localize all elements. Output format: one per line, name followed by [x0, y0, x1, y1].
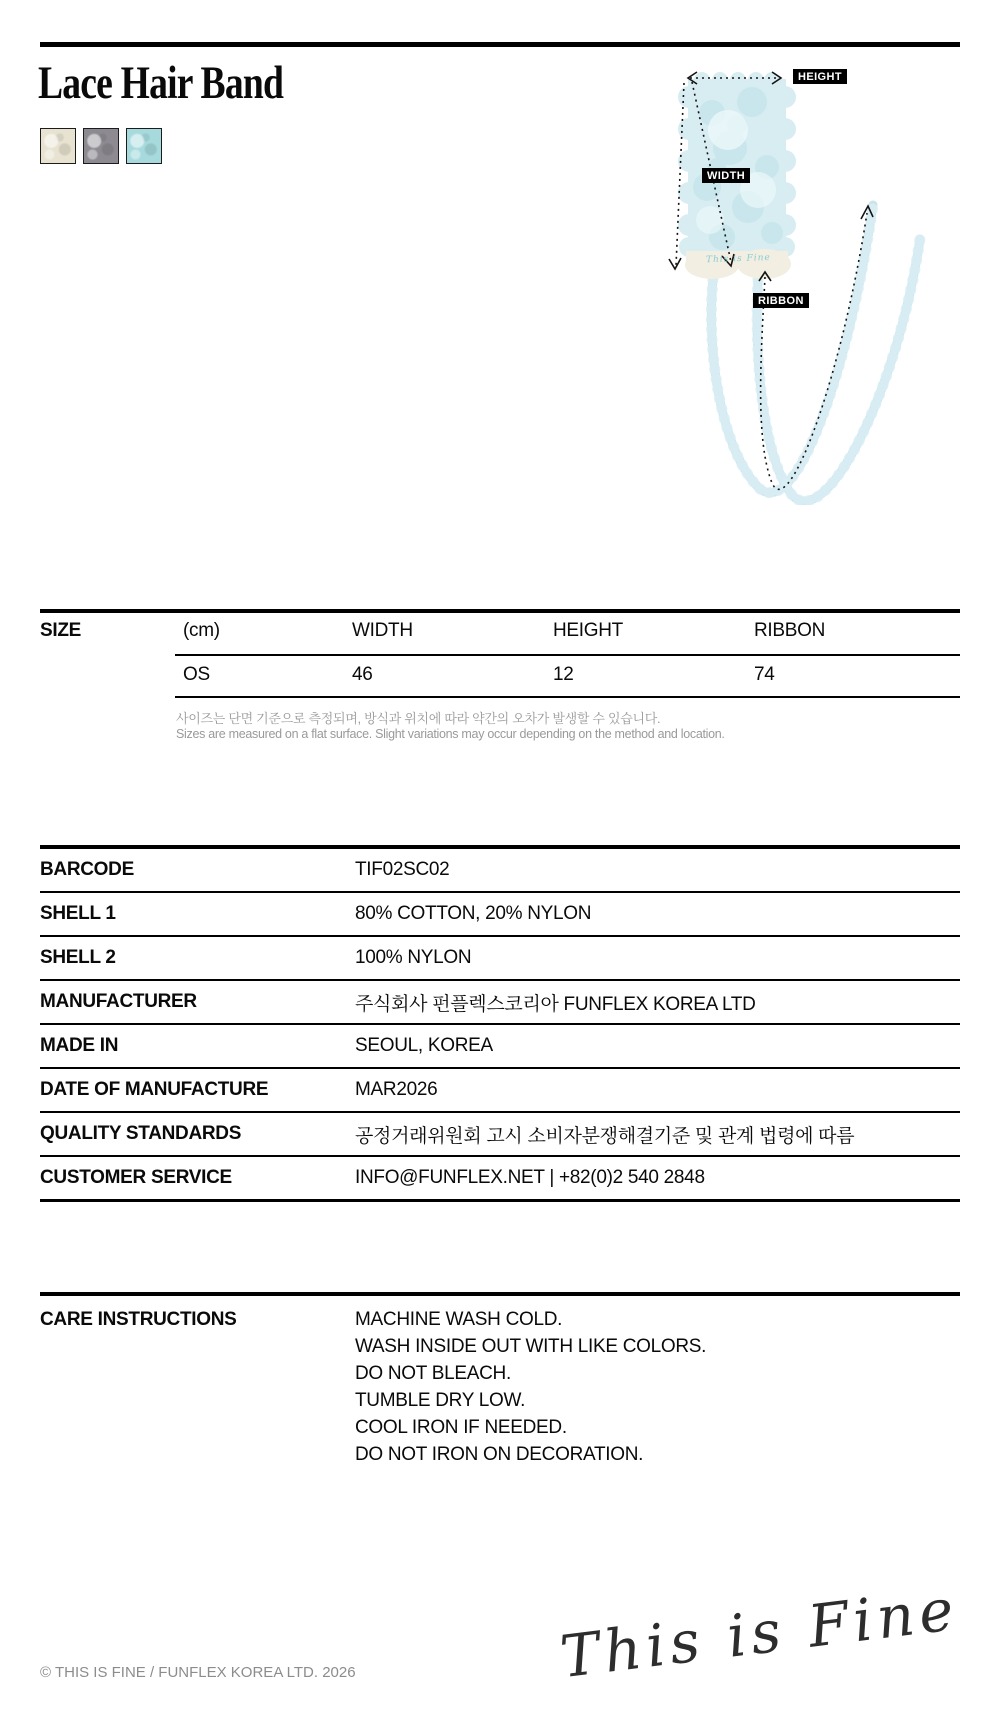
- band-logo-script: This is Fine: [705, 252, 771, 266]
- size-unit: (cm): [183, 620, 220, 641]
- spec-value: 80% COTTON, 20% NYLON: [355, 903, 592, 924]
- spec-label: BARCODE: [40, 859, 134, 880]
- swatch-gray[interactable]: [83, 128, 119, 164]
- table-row: [40, 1025, 960, 1069]
- spec-value: SEOUL, KOREA: [355, 1035, 493, 1056]
- spec-value: 100% NYLON: [355, 947, 472, 968]
- spec-label: DATE OF MANUFACTURE: [40, 1079, 269, 1100]
- size-note-english: Sizes are measured on a flat surface. Slight variations may occur depending on the method and location.: [176, 727, 725, 741]
- spec-value: MAR2026: [355, 1079, 438, 1100]
- spec-label: MANUFACTURER: [40, 991, 197, 1012]
- size-row-height: 12: [553, 664, 574, 685]
- color-swatch-row: [40, 128, 162, 164]
- care-line: DO NOT BLEACH.: [355, 1363, 511, 1384]
- size-col-width: WIDTH: [352, 620, 413, 641]
- copyright-text: © THIS IS FINE / FUNFLEX KOREA LTD. 2026: [40, 1664, 356, 1681]
- width-measure-label: WIDTH: [702, 168, 750, 183]
- spec-value: 공정거래위원회 고시 소비자분쟁해결기준 및 관계 법령에 따름: [355, 1125, 855, 1147]
- size-table-divider: [175, 654, 960, 656]
- page-title: Lace Hair Band: [38, 57, 284, 109]
- table-row: [40, 981, 960, 1025]
- hair-band-illustration: [560, 55, 980, 505]
- swatch-texture: [84, 129, 118, 163]
- care-instructions-label: CARE INSTRUCTIONS: [40, 1309, 237, 1330]
- ribbon-measure-label: RIBBON: [753, 293, 809, 308]
- size-table-bottom-rule: [175, 696, 960, 698]
- measurement-diagram: [560, 55, 980, 505]
- table-row: [40, 849, 960, 893]
- spec-label: SHELL 2: [40, 947, 116, 968]
- size-table-top-rule: [40, 609, 960, 613]
- spec-label: SHELL 1: [40, 903, 116, 924]
- care-line: WASH INSIDE OUT WITH LIKE COLORS.: [355, 1336, 707, 1357]
- care-instructions-section: [40, 1292, 960, 1468]
- size-col-height: HEIGHT: [553, 620, 623, 641]
- spec-value: TIF02SC02: [355, 859, 450, 880]
- table-row: [40, 1069, 960, 1113]
- care-instructions-list: [355, 1306, 960, 1468]
- spec-label: MADE IN: [40, 1035, 119, 1056]
- care-line: TUMBLE DRY LOW.: [355, 1390, 526, 1411]
- size-row-width: 46: [352, 664, 373, 685]
- table-row: [40, 1157, 960, 1202]
- spec-value: INFO@FUNFLEX.NET | +82(0)2 540 2848: [355, 1167, 705, 1188]
- table-row: [40, 893, 960, 937]
- brand-signature: This is Fine: [556, 1574, 963, 1692]
- size-row-name: OS: [183, 664, 210, 685]
- size-col-ribbon: RIBBON: [754, 620, 826, 641]
- product-spec-table: [40, 845, 960, 1202]
- size-row-ribbon: 74: [754, 664, 775, 685]
- table-row: [40, 1113, 960, 1157]
- spec-label: CUSTOMER SERVICE: [40, 1167, 232, 1188]
- swatch-aqua[interactable]: [126, 128, 162, 164]
- swatch-ivory[interactable]: [40, 128, 76, 164]
- spec-value: 주식회사 펀플렉스코리아 FUNFLEX KOREA LTD: [355, 993, 756, 1015]
- height-measure-label: HEIGHT: [793, 69, 847, 84]
- swatch-texture: [127, 129, 161, 163]
- size-note-korean: 사이즈는 단면 기준으로 측정되며, 방식과 위치에 따라 약간의 오차가 발생할 수 있습니다.: [176, 711, 661, 726]
- spec-label: QUALITY STANDARDS: [40, 1123, 242, 1144]
- care-line: COOL IRON IF NEEDED.: [355, 1417, 567, 1438]
- table-row: [40, 937, 960, 981]
- size-table-heading: SIZE: [40, 620, 82, 641]
- swatch-texture: [41, 129, 75, 163]
- care-line: DO NOT IRON ON DECORATION.: [355, 1444, 644, 1465]
- top-rule: [40, 42, 960, 47]
- care-line: MACHINE WASH COLD.: [355, 1309, 563, 1330]
